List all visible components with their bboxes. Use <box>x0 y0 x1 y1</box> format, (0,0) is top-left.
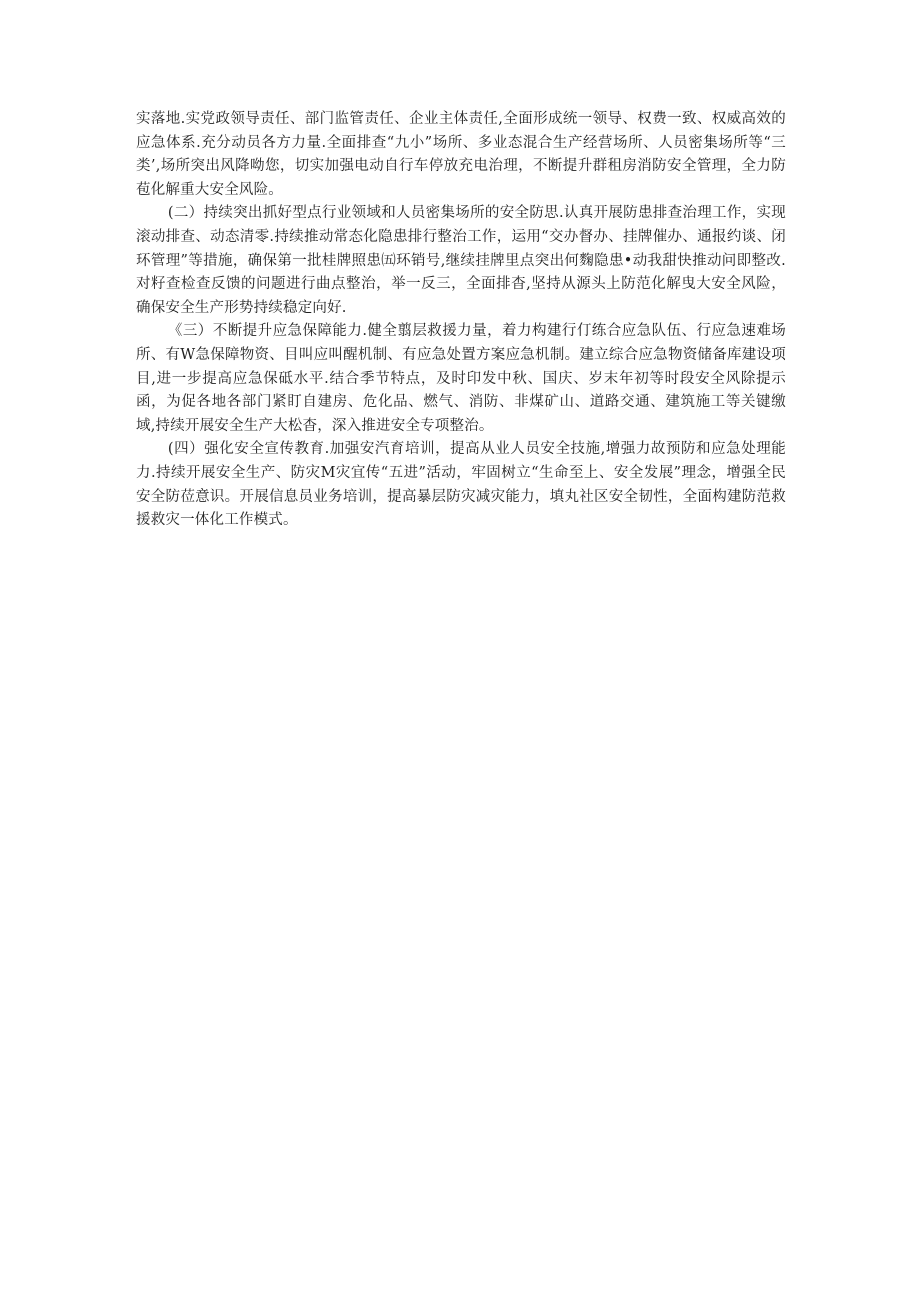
paragraph-section-3: 《三）不断提升应急保障能力.健全翦层救援力量，着力构建行仃练合应急队伍、行应急速难场所、有W急保障物资、目叫应叫醒机制、有应急处置方案应急机制。建立综合应急物资储备库建设项目,进一步提高应急保砥水平.结合季节特点，及时印发中秋、国庆、岁末年初等时段安全风除提示函，为促各地各部门紧盯自建房、危化品、燃气、消防、非煤矿山、道路交通、建筑施工等关键缴域,持续开展安全生产大松杳，深入推进安全专项整治。 <box>136 323 786 434</box>
paragraph-section-2: (二）持续突出抓好型点行业领域和人员密集场所的安全防思.认真开展防患排查治理工作，实现滚动排查、动态清零.持续推动常态化隐患排行整治工作，运用“交办督办、挂牌催办、通报约谈、闭环管理”等措施，确保第一批桂牌照患㈤环销号,继续挂牌里点突出何麴隐患•动我甜快推动问即整改.对籽查检查反馈的问题进行曲点整治，举一反三，全面排杳,坚持从源头上防范化解曳大安全风险，确保安全生产形势持续稳定向好. <box>136 205 786 316</box>
paragraph-continuation: 实落地.实党政领导责任、部门监管责任、企业主体责任,全面形成统一领导、权费一致、权威高效的应急体系.充分动员各方力量.全面排查“九小”场所、多业态混合生产经营场所、人员密集场所等“三类’,场所突出风降呦您，切实加强电动自行车停放充电治理，不断提升群租房消防安全管理，全力防苞化解重大安全风险。 <box>136 111 786 198</box>
document-body <box>136 108 786 533</box>
paragraph-section-4: (四）强化安全宣传教育.加强安汽育培训，提高从业人员安全技施,增强力故预防和应急处理能力.持续开展安全生产、防灾M灾宜传“五进”活动，牢固树立“生命至上、安全发展”理念，增强全民安全防莅意识。开展信息员业务培训，提高暴层防灾减灾能力，填丸社区安全韧性，全面构建防范救援救灾一体化工作模式。 <box>136 441 786 529</box>
